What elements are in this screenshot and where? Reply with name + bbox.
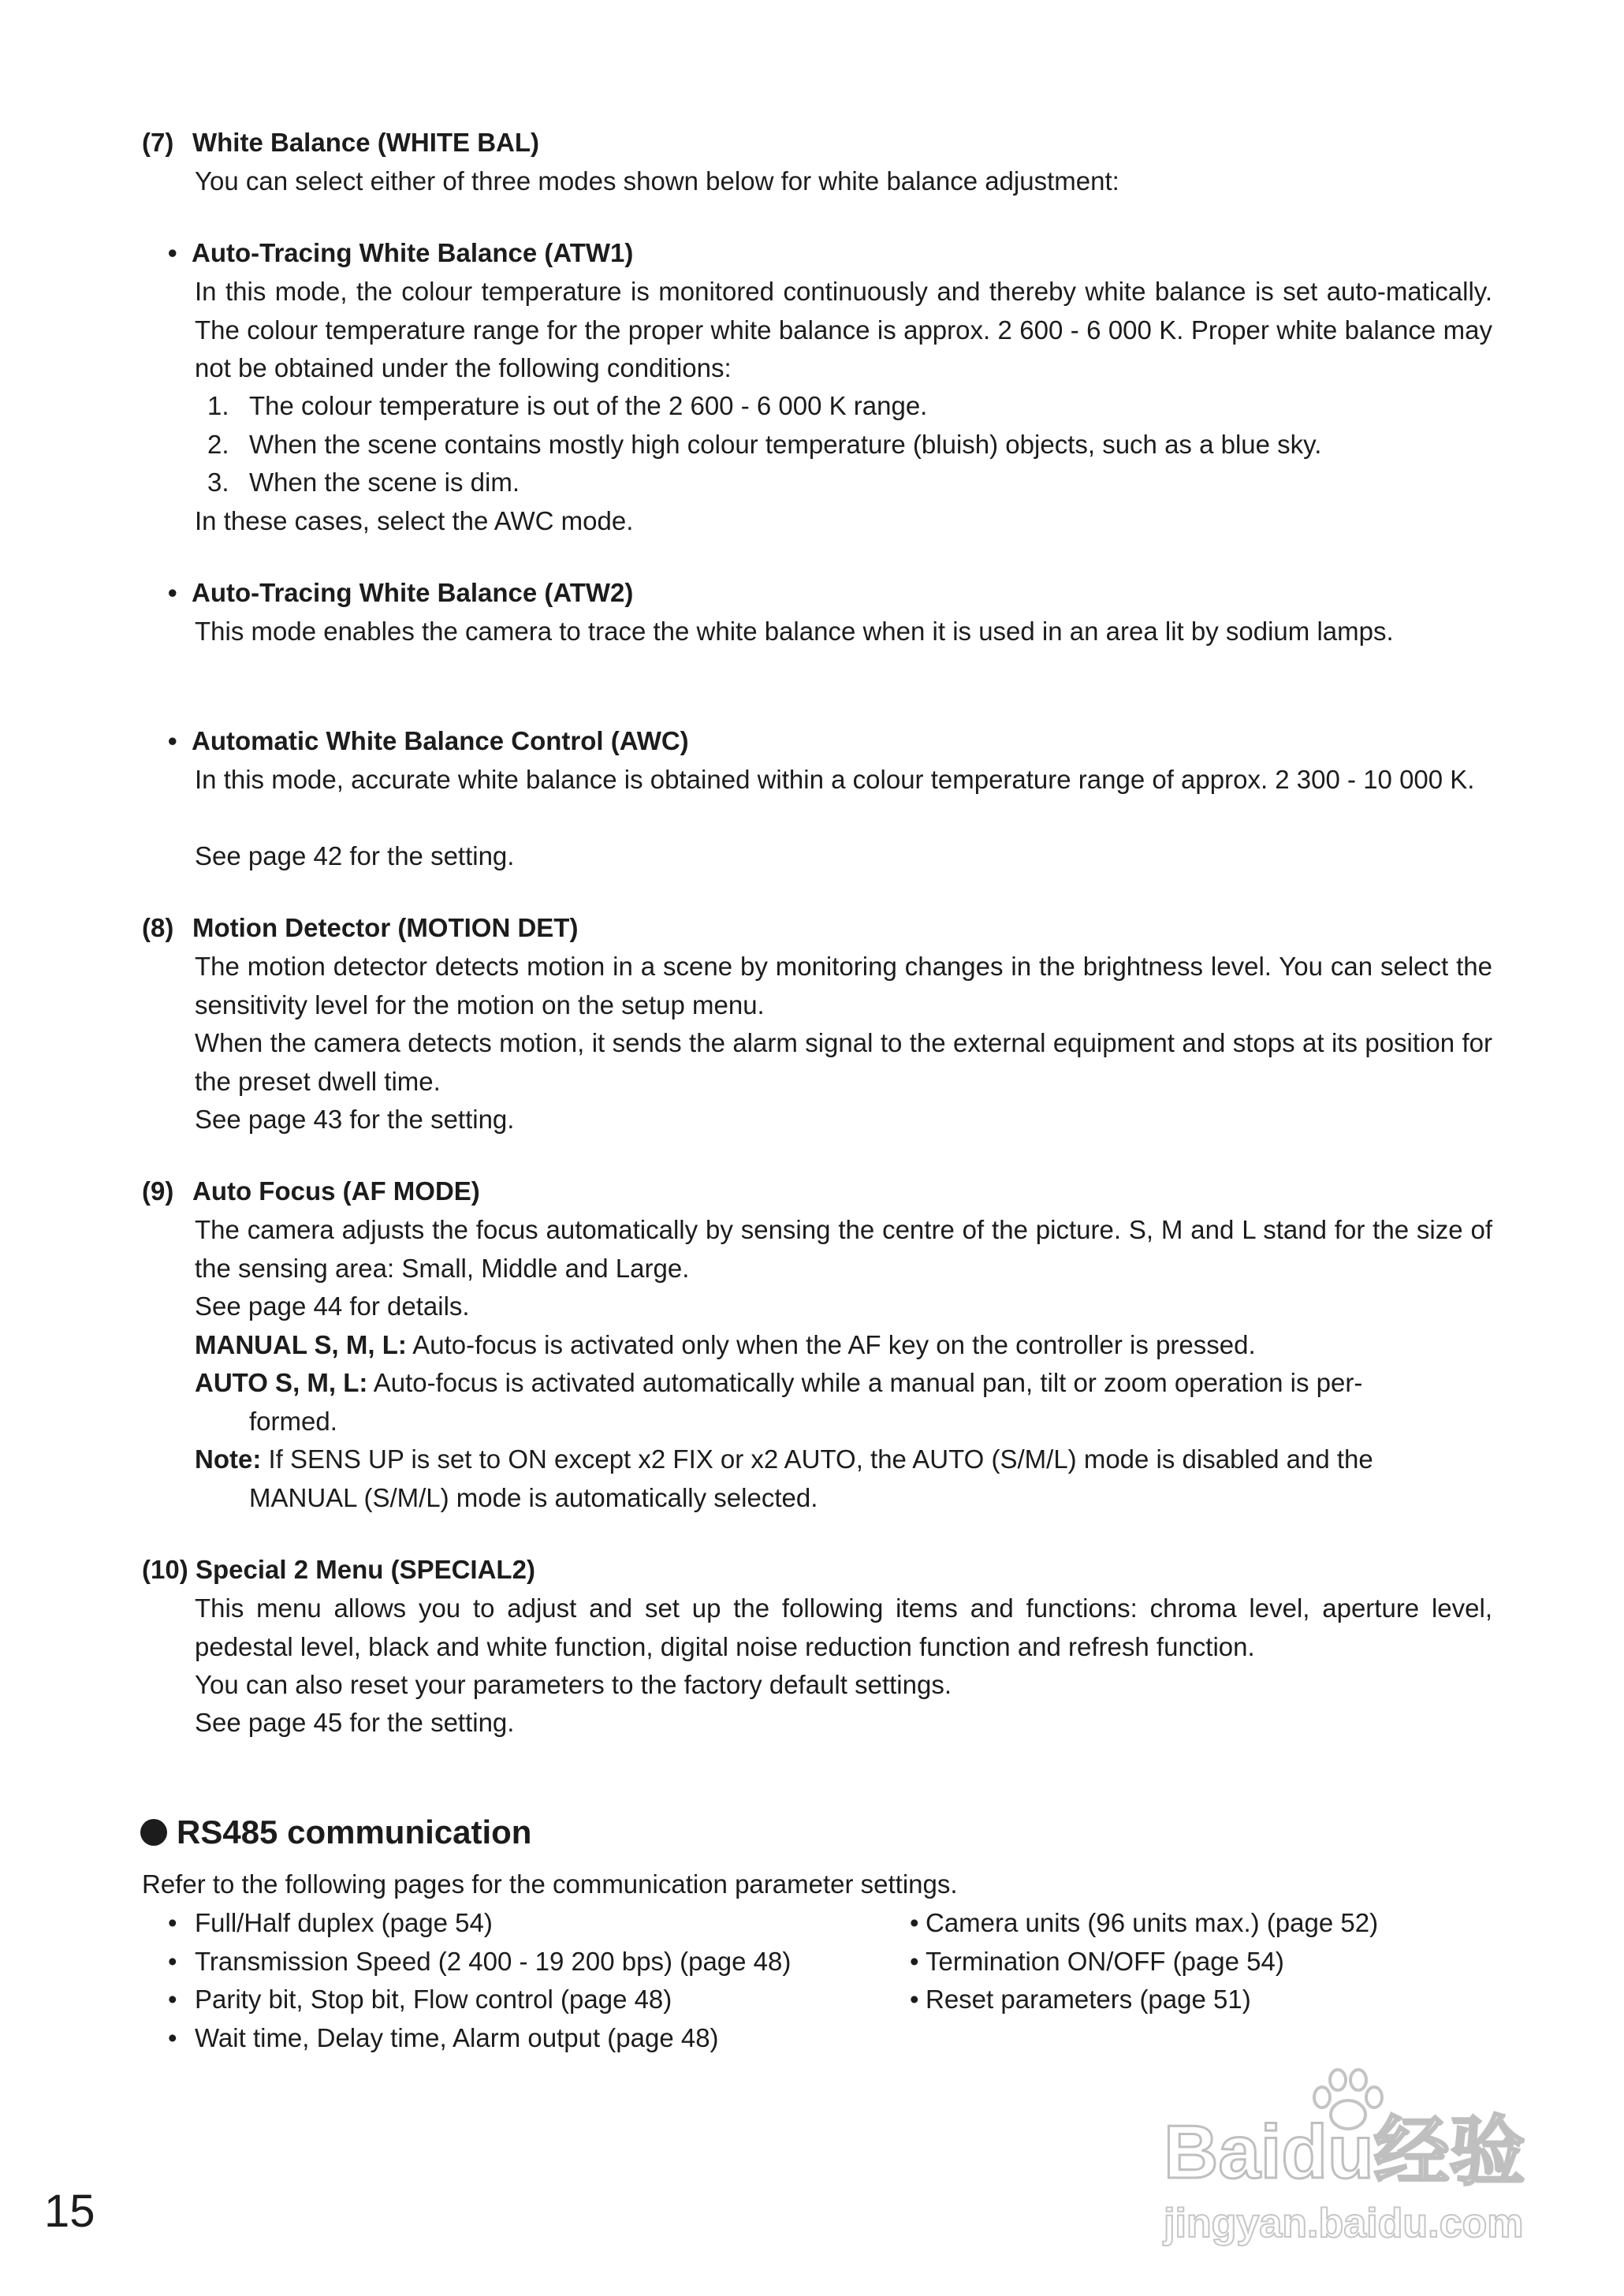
item-number: 3. [207, 468, 229, 497]
rs485-list-left [168, 1904, 791, 2057]
auto-mode-text: Auto-focus is activated automatically while a manual pan, tilt or zoom operation is per- [367, 1368, 1363, 1397]
atw1-paragraph: In this mode, the colour temperature is monitored continuously and thereby white balance is set auto-matically. The colour temperature range for the proper white balance is approx. 2 600 - 6 000 K. Proper white balance may not be obtained under the following conditions: [195, 277, 1492, 382]
atw2-paragraph: This mode enables the camera to trace the white balance when it is used in an area lit by sodium lamps. [195, 617, 1394, 646]
awc-see-page: See page 42 for the setting. [195, 841, 515, 870]
section-10-paragraph-2: You can also reset your parameters to the factory default settings. [195, 1670, 952, 1699]
awc-title: Automatic White Balance Control (AWC) [192, 726, 689, 755]
section-9-paragraph: The camera adjusts the focus automatically by sensing the centre of the picture. S, M and L stand for the size of the sensing area: Small, Middle and Large. [195, 1215, 1492, 1283]
bullet: • [168, 578, 177, 607]
section-7-heading [142, 124, 539, 162]
rs485-intro: Refer to the following pages for the communication parameter settings. [142, 1869, 958, 1899]
list-item [910, 1904, 1378, 1943]
list-item-text: Wait time, Delay time, Alarm output (page 48) [195, 2022, 719, 2052]
list-item [910, 1943, 1378, 1981]
list-item [168, 2019, 791, 2058]
note [195, 1441, 1373, 1479]
note-continuation: MANUAL (S/M/L) mode is automatically selected. [249, 1483, 818, 1512]
awc-paragraph: In this mode, accurate white balance is obtained within a colour temperature range of approx. 2 300 - 10 000 K. [195, 765, 1475, 794]
section-8-heading [142, 909, 578, 948]
circle-bullet-icon [140, 1819, 167, 1846]
list-item-text: Termination ON/OFF (page 54) [926, 1946, 1284, 1976]
list-item-text: Parity bit, Stop bit, Flow control (page 48) [195, 1985, 672, 2014]
note-text: If SENS UP is set to ON except x2 FIX or x2 AUTO, the AUTO (S/M/L) mode is disabled and the [261, 1444, 1373, 1474]
bullet: • [168, 1908, 177, 1937]
atw1-title: Auto-Tracing White Balance (ATW1) [192, 238, 634, 267]
bullet: • [910, 1985, 919, 2014]
watermark-brand: Baidu经验 [1164, 2110, 1525, 2194]
manual-mode-description [195, 1326, 1256, 1365]
list-item [910, 1981, 1378, 2019]
item-text: The colour temperature is out of the 2 600 - 6 000 K range. [249, 391, 928, 420]
section-number: (10) [142, 1555, 188, 1584]
section-number: (7) [142, 128, 174, 157]
section-8-paragraph-2: When the camera detects motion, it sends the alarm signal to the external equipment and stops at its position for the preset dwell time. [195, 1028, 1492, 1096]
atw1-item-3 [207, 464, 520, 502]
bullet: • [168, 238, 177, 267]
page-number: 15 [44, 2186, 95, 2237]
section-10-heading [142, 1551, 535, 1590]
bullet: • [168, 726, 177, 755]
section-8-see-page: See page 43 for the setting. [195, 1105, 515, 1134]
bullet: • [168, 2022, 177, 2052]
list-item-text: Transmission Speed (2 400 - 19 200 bps) (page 48) [195, 1946, 792, 1976]
auto-mode-continuation: formed. [249, 1407, 337, 1436]
auto-mode-description [195, 1364, 1362, 1403]
auto-mode-label: AUTO S, M, L: [195, 1368, 368, 1397]
item-text: When the scene contains mostly high colour temperature (bluish) objects, such as a blue sky. [249, 430, 1322, 459]
atw2-title: Auto-Tracing White Balance (ATW2) [192, 578, 634, 607]
bullet: • [910, 1908, 919, 1937]
rs485-title: RS485 communication [177, 1813, 532, 1851]
bullet: • [168, 1946, 177, 1976]
atw1-heading [168, 234, 633, 273]
atw2-heading [168, 574, 633, 613]
list-item [168, 1943, 791, 1981]
rs485-heading [140, 1810, 531, 1854]
awc-heading [168, 722, 689, 761]
watermark-url: jingyan.baidu.com [1164, 2201, 1524, 2246]
section-title: Motion Detector (MOTION DET) [192, 913, 579, 942]
list-item-text: Full/Half duplex (page 54) [195, 1908, 493, 1937]
list-item-text: Camera units (96 units max.) (page 52) [926, 1908, 1379, 1937]
section-8-paragraph-1: The motion detector detects motion in a scene by monitoring changes in the brightness level. You can select the sensitivity level for the motion on the setup menu. [195, 952, 1492, 1019]
list-item-text: Reset parameters (page 51) [926, 1985, 1251, 2014]
manual-mode-text: Auto-focus is activated only when the AF key on the controller is pressed. [406, 1330, 1256, 1359]
section-9-heading [142, 1172, 480, 1211]
atw1-item-2 [207, 426, 1321, 464]
bullet: • [910, 1946, 919, 1976]
manual-mode-label: MANUAL S, M, L: [195, 1330, 407, 1359]
section-title: White Balance (WHITE BAL) [192, 128, 540, 157]
note-label: Note: [195, 1444, 262, 1474]
list-item [168, 1904, 791, 1943]
item-text: When the scene is dim. [249, 468, 520, 497]
bullet: • [168, 1985, 177, 2014]
section-9-see-page: See page 44 for details. [195, 1292, 470, 1321]
section-number: (9) [142, 1176, 174, 1206]
rs485-list-right [910, 1904, 1378, 2019]
item-number: 2. [207, 430, 229, 459]
section-number: (8) [142, 913, 174, 942]
section-7-intro: You can select either of three modes shown below for white balance adjustment: [195, 166, 1119, 196]
section-title: Special 2 Menu (SPECIAL2) [196, 1555, 535, 1584]
section-10-paragraph-1: This menu allows you to adjust and set up the following items and functions: chroma level, aperture level, pedestal level, black and white function, digital noise reduction function and refresh function. [195, 1593, 1492, 1661]
list-item [168, 1981, 791, 2019]
item-number: 1. [207, 391, 229, 420]
section-title: Auto Focus (AF MODE) [192, 1176, 480, 1206]
atw1-item-1 [207, 387, 927, 426]
atw1-closing: In these cases, select the AWC mode. [195, 506, 634, 535]
section-10-see-page: See page 45 for the setting. [195, 1708, 515, 1737]
